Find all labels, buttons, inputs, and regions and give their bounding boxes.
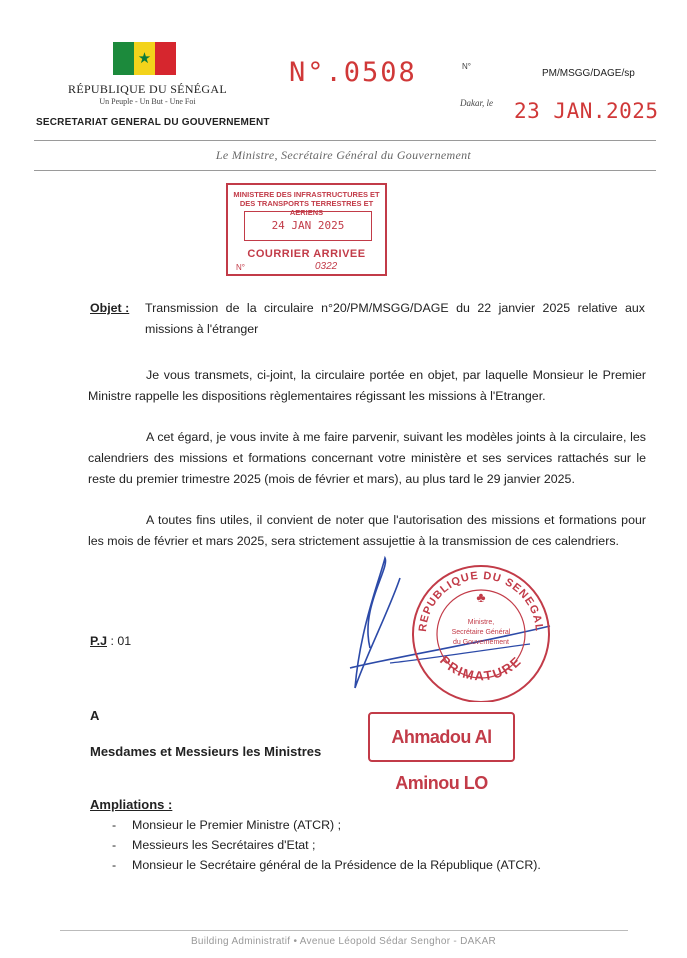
place-label: Dakar, le [460,98,493,108]
number-label: N° [462,62,471,71]
footer-address: Building Administratif • Avenue Léopold Sédar Senghor - DAKAR [190,936,497,947]
addressee: Mesdames et Messieurs les Ministres [90,744,322,759]
seal-bottom-text: PRIMATURE [437,652,525,684]
objet-label: Objet : [90,301,130,315]
primature-seal [408,562,554,702]
arrival-stamp-ministry: MINISTERE DES INFRASTRUCTURES ET DES TRANSPORTS TERRESTRES ET AERIENS [233,190,380,217]
arrival-stamp [226,183,387,276]
secretariat-title: SECRETARIAT GENERAL DU GOUVERNEMENT [36,117,270,128]
pj-line [90,631,131,652]
paragraph-1: Je vous transmets, ci-joint, la circulaire portée en objet, par laquelle Monsieur le Premier Ministre rappelle les dispositions règlementaires régissant les missions à l'Etranger. [88,368,646,403]
pj-value: : 01 [110,634,132,648]
flag-red-band [155,42,176,75]
senegal-flag [113,42,176,75]
ampliations-list [112,815,541,875]
list-item: - Monsieur le Secrétaire général de la Présidence de la République (ATCR). [112,858,541,872]
arrival-stamp-number: 0322 [315,261,338,272]
minister-line: Le Ministre, Secrétaire Général du Gouvernement [215,148,472,162]
seal-line-2: Secrétaire Général [451,629,511,636]
pj-label: P.J [90,634,107,648]
seal-line-1: Ministre, [467,619,495,626]
ampliations-title: Ampliations : [90,797,173,812]
arrival-stamp-label: COURRIER ARRIVEE [247,248,366,260]
paragraph-3: A toutes fins utiles, il convient de noter que l'autorisation des missions et formations pour les mois de février et mars 2025, sera strictement assujettie à la transmission de ces calendriers. [88,513,646,548]
paragraph-2: A cet égard, je vous invite à me faire parvenir, suivant les modèles joints à la circulaire, les calendriers des missions et formations concernant votre ministère et ses services rattachés sur le reste du premier trimestre 2025 (mois de février et mars), au plus tard le 29 janvier 2025. [88,430,646,486]
arrival-stamp-date: 24 JAN 2025 [244,211,372,241]
baobab-icon: ♣ [476,589,486,605]
seal-line-3: du Gouvernement [452,639,510,646]
footer-rule [60,930,628,931]
header-rule-top [34,140,656,141]
objet-text: Transmission de la circulaire n°20/PM/MSGG/DAGE du 22 janvier 2025 relative aux missions à l'étranger [145,301,645,336]
to-label: A [90,708,100,723]
date-stamp: 23 JAN.2025 [514,99,659,123]
flag-green-band [113,42,134,75]
national-motto: Un Peuple - Un But - Une Foi [99,97,196,106]
arrival-stamp-number-label: N° [236,263,245,272]
seal-top-text: REPUBLIQUE DU SENEGAL [416,569,546,633]
republic-name: RÉPUBLIQUE DU SÉNÉGAL [68,82,227,96]
svg-text:PRIMATURE [437,653,525,684]
header-rule-bottom [34,170,656,171]
star-icon: ★ [137,50,152,67]
signatory-name-stamp: Ahmadou Al Aminou LO [368,712,515,762]
list-item: - Messieurs les Secrétaires d'Etat ; [112,838,316,852]
list-item: - Monsieur le Premier Ministre (ATCR) ; [112,818,342,832]
letter-number-stamp: N°.0508 [289,57,417,88]
reference-code: PM/MSGG/DAGE/sp [542,68,635,79]
